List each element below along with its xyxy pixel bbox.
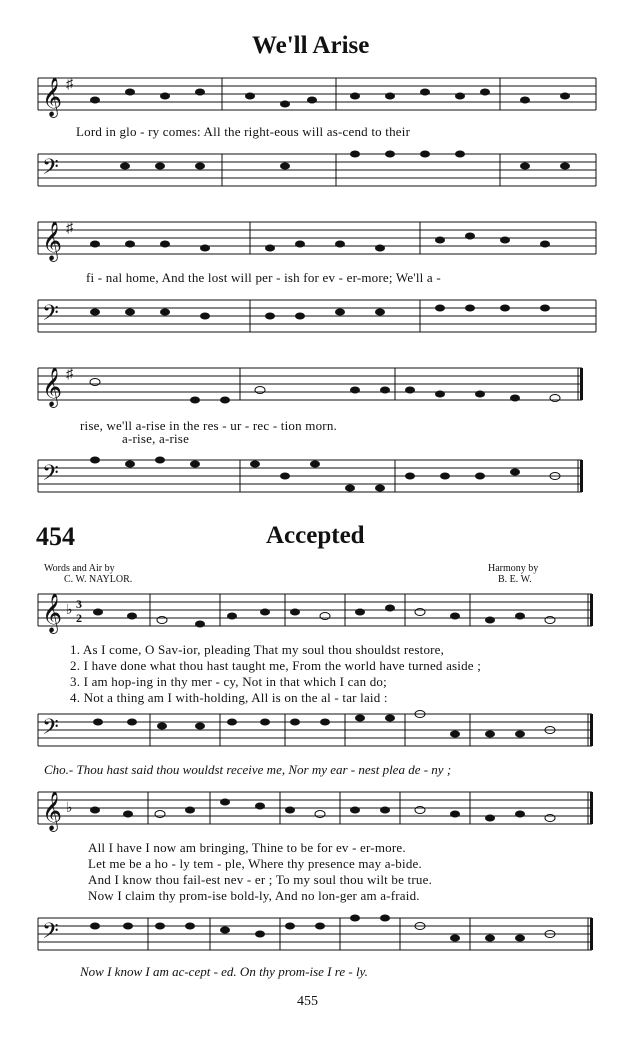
svg-text:𝄢: 𝄢 <box>42 461 59 490</box>
credit-harmony-name: B. E. W. <box>498 574 532 585</box>
verse-4-line-1: 4. Not a thing am I with-holding, All is on the al - tar laid : <box>70 690 388 705</box>
credit-words-name: C. W. NAYLOR. <box>64 574 133 585</box>
credit-harmony: Harmony by <box>488 563 539 574</box>
svg-text:♭: ♭ <box>66 603 73 618</box>
verse-3-line-2: And I know thou fail-est nev - er ; To my soul thou wilt be true. <box>88 872 433 887</box>
verse-2-line-2: Let me be a ho - ly tem - ple, Where thy presence may a-bide. <box>88 856 422 871</box>
music-staff-treble <box>0 586 640 646</box>
lyric-line: Lord in glo - ry comes: All the right-eous will as-cend to their <box>76 124 411 139</box>
music-staff-bass <box>0 910 640 960</box>
music-staff-treble <box>0 214 640 274</box>
music-staff-treble <box>0 360 640 420</box>
hymn-title: We'll Arise <box>252 32 370 59</box>
page-number: 455 <box>297 994 318 1009</box>
chorus-line-1: Cho.- Thou hast said thou wouldst receive me, Nor my ear - nest plea de - ny ; <box>44 762 452 777</box>
verse-2-line-1: 2. I have done what thou hast taught me, From the world have turned aside ; <box>70 658 482 673</box>
verse-1-line-2: All I have I now am bringing, Thine to be for ev - er-more. <box>88 840 406 855</box>
credit-words: Words and Air by <box>44 563 115 574</box>
lyric-line: fi - nal home, And the lost will per - ish for ev - er-more; We'll a - <box>86 270 441 285</box>
music-staff-bass <box>0 452 640 512</box>
svg-text:♯: ♯ <box>66 77 73 92</box>
svg-text:3: 3 <box>76 597 82 611</box>
svg-text:2: 2 <box>76 611 82 625</box>
music-staff-bass <box>0 706 640 756</box>
chorus-line-2: Now I know I am ac-cept - ed. On thy prom-ise I re - ly. <box>80 964 368 979</box>
hymn-number: 454 <box>36 522 75 551</box>
music-staff-bass <box>0 292 640 342</box>
verse-1-line-1: 1. As I come, O Sav-ior, pleading That my soul thou shouldst restore, <box>70 642 445 657</box>
lyric-line-alto: a-rise, a-rise <box>122 431 190 446</box>
music-staff-treble <box>0 70 640 130</box>
svg-text:𝄞: 𝄞 <box>42 593 63 633</box>
music-staff-treble <box>0 784 640 844</box>
music-staff-bass <box>0 146 640 196</box>
svg-text:𝄞: 𝄞 <box>42 221 63 261</box>
verse-4-line-2: Now I claim thy prom-ise bold-ly, And no lon-ger am a-fraid. <box>88 888 420 903</box>
svg-text:♭: ♭ <box>66 801 73 816</box>
lyric-line: rise, we'll a-rise in the res - ur - rec - tion morn. <box>80 418 337 433</box>
svg-text:𝄢: 𝄢 <box>42 715 59 744</box>
svg-text:𝄞: 𝄞 <box>42 77 63 117</box>
svg-text:𝄢: 𝄢 <box>42 301 59 330</box>
svg-text:♯: ♯ <box>66 367 73 382</box>
svg-text:𝄞: 𝄞 <box>42 367 63 407</box>
svg-text:𝄢: 𝄢 <box>42 155 59 184</box>
verse-3-line-1: 3. I am hop-ing in thy mer - cy, Not in that which I can do; <box>70 674 387 689</box>
hymn-title: Accepted <box>266 522 365 549</box>
svg-text:𝄞: 𝄞 <box>42 791 63 831</box>
svg-text:𝄢: 𝄢 <box>42 919 59 948</box>
svg-text:♯: ♯ <box>66 221 73 236</box>
